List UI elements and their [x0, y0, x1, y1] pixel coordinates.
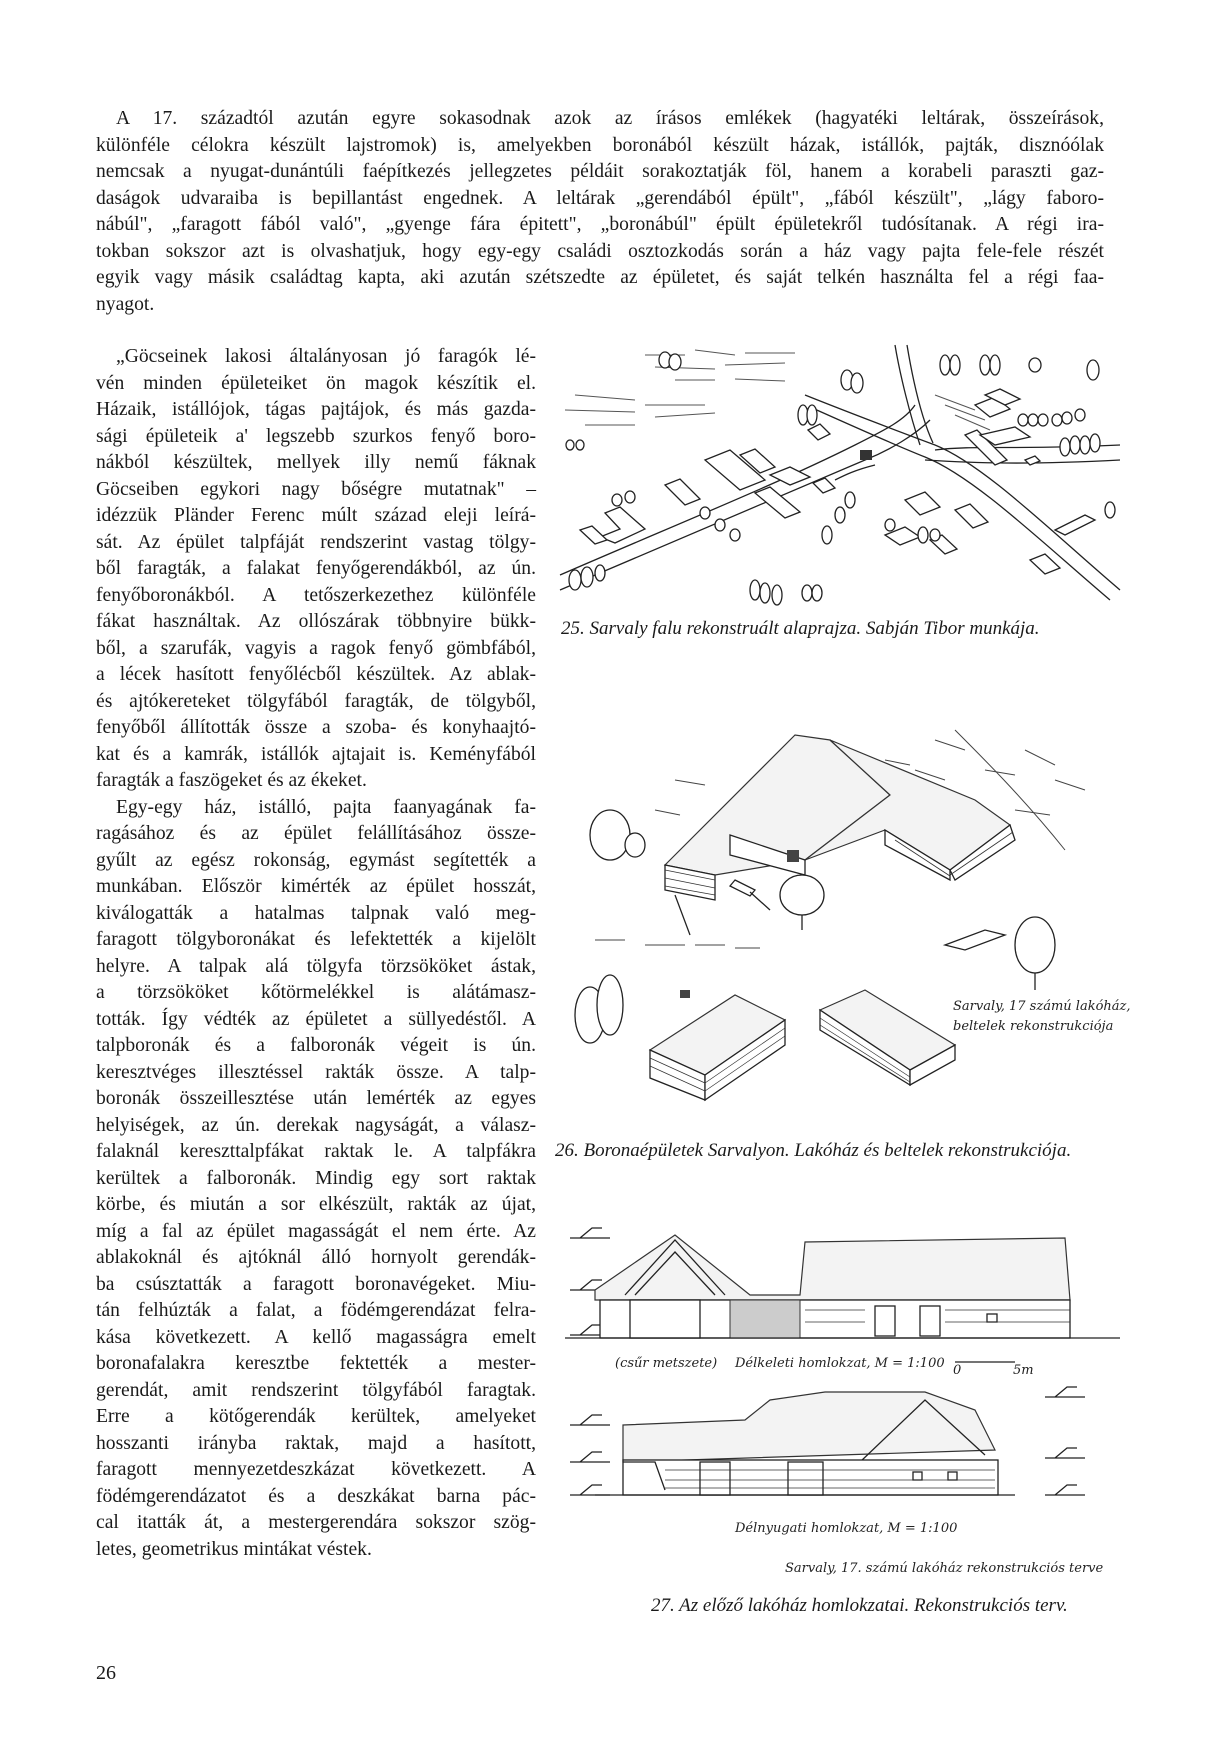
figure-26-farmstead	[555, 700, 1130, 1170]
text-line: tották. Így védték az épületet a süllyedéstől. A	[96, 1008, 536, 1030]
figure-27-signature: Sarvaly, 17. számú lakóház rekonstrukciós terve	[785, 1561, 1104, 1576]
figure-26-caption: 26. Boronaépületek Sarvalyon. Lakóház és beltelek rekonstrukciója.	[555, 1140, 1072, 1161]
text-line: gyűlt az egész rokonság, egymást segítették a	[96, 849, 536, 871]
text-line: cal itatták át, a mestergerendára sokszor szög-	[96, 1512, 536, 1533]
text-line: sági épületeik a' legszebb szurkos fenyő boro-	[96, 425, 536, 447]
text-line: Göcseiben egykori nagy bőségre mutatnak" –	[96, 478, 536, 500]
text-line: tokban sokszor azt is olvashatjuk, hogy egy-egy családi osztozkodás során a ház vagy pajta fele-fele részét	[96, 240, 1104, 262]
text-line: kerültek a falboronák. Mindig egy sort raktak	[96, 1167, 536, 1189]
text-line: A 17. századtól azután egyre sokasodnak azok az írásos emlékek (hagyatéki leltárak, összeírások,	[116, 108, 1104, 129]
text-line: letes, geometrikus mintákat véstek.	[96, 1538, 372, 1560]
figure-27-top-title: Délkeleti homlokzat, M = 1:100	[735, 1356, 945, 1371]
text-line: „Göcseinek lakosi általányosan jó faragók lé-	[116, 346, 536, 367]
text-line: helyiségek, az ún. derekak nagyságát, a válasz-	[96, 1114, 536, 1136]
text-line: tán felhúzták a falat, a födémgerendázat felra-	[96, 1300, 536, 1321]
text-line: falaknál kereszttalpfákat raktak le. A talpfákra	[96, 1141, 536, 1162]
text-line: ragásához és az épület felállításához össze-	[96, 823, 536, 844]
text-line: nábúl", „faragott fából való", „gyenge fára épitett", „boronábúl" épült épületekről tudósítanak. A régi ira-	[96, 214, 1104, 235]
village-map-sketch	[555, 335, 1125, 610]
text-line: és ajtókereteket tölgyfából faragták, de tölgyből,	[96, 690, 536, 712]
text-line: különféle célokra készült lajstromok) is, amelyekben boronából készült házak, istállók, pajták, disznóólak	[96, 134, 1104, 156]
text-line: a lécek hasított fenyőlécből készültek. Az ablak-	[96, 664, 536, 685]
text-line: ből faragták, a falakat fenyőgerendákból, az ún.	[96, 558, 536, 579]
text-line: míg a fal az épület magasságát el nem érte. Az	[96, 1220, 536, 1242]
text-line: fenyőboronákból. A tetőszerkezethez különféle	[96, 584, 536, 606]
figure-26-handwritten-label-line2: beltelek rekonstrukciója	[953, 1019, 1114, 1034]
figure-27-section-note: (csűr metszete)	[615, 1356, 718, 1371]
figure-25-caption: 25. Sarvaly falu rekonstruált alaprajza. Sabján Tibor munkája.	[561, 618, 1040, 639]
figure-25-village-map	[555, 335, 1125, 639]
text-line: faragott tölgyboronákat és lefektették a kijelölt	[96, 929, 536, 950]
scale-bar-end: 5m	[1013, 1363, 1034, 1378]
text-line: daságok udvaraiba is bepillantást engednek. A leltárak „gerendából épült", „fából készült", „lágy faboro-	[96, 187, 1104, 209]
text-line: gerendát, amit rendszerint tölgyfából faragtak.	[96, 1379, 536, 1401]
text-line: munkában. Először kimérték az épület hosszát,	[96, 876, 536, 897]
text-line: kása következett. A kellő magasságra emelt	[96, 1326, 536, 1348]
figure-26-handwritten-label-line1: Sarvaly, 17 számú lakóház,	[953, 999, 1130, 1014]
text-line: nemcsak a nyugat-dunántúli faépítkezés jellegzetes példáit sorakoztatják föl, hanem a korabeli paraszti gaz-	[96, 161, 1104, 182]
text-line: egyik vagy másik családtag kapta, aki azután szétszedte az épületet, és saját telkén használta fel a régi faa-	[96, 267, 1104, 288]
text-line: keresztvéges illesztéssel rakták össze. A talp-	[96, 1061, 536, 1083]
text-line: ből, a szarufák, vagyis a ragok fenyő gömbfából,	[96, 637, 536, 659]
page-number: 26	[96, 1662, 116, 1684]
text-line: faragták a faszögeket és az ékeket.	[96, 770, 367, 791]
text-line: kat és a kamrák, istállók ajtajait is. Keményfából	[96, 743, 536, 765]
text-line: nyagot.	[96, 293, 155, 315]
text-line: fenyőből állították össze a szoba- és konyhaajtó-	[96, 717, 536, 738]
figure-27-bottom-title: Délnyugati homlokzat, M = 1:100	[735, 1521, 958, 1536]
text-line: sát. Az épület talpfáját rendszerint vastag tölgy-	[96, 531, 536, 553]
figure-27-elevations	[555, 1200, 1130, 1630]
text-line: ablakoknál és ajtóknál álló hornyolt gerendák-	[96, 1247, 536, 1268]
text-line: födémgerendázatot és a deszkákat barna pác-	[96, 1485, 536, 1507]
text-line: idézzük Pländer Ferenc múlt század eleji leírá-	[96, 505, 536, 526]
scale-bar-start: 0	[953, 1363, 962, 1378]
text-line: Erre a kötőgerendák kerültek, amelyeket	[96, 1406, 536, 1427]
text-line: fákat használtak. Az ollószárak többnyire bükk-	[96, 611, 536, 632]
text-line: ba csúsztatták a faragott boronavégeket. Miu-	[96, 1273, 536, 1295]
intro-paragraph	[96, 106, 1104, 318]
text-line: kiválogatták a hatalmas talpnak való meg-	[96, 902, 536, 924]
text-line: hosszanti irányba raktak, majd a hasított,	[96, 1432, 536, 1454]
text-line: a törzsököket kőtörmelékkel is alátámasz-	[96, 982, 536, 1003]
figure-27-caption: 27. Az előző lakóház homlokzatai. Rekonstrukciós terv.	[651, 1595, 1068, 1616]
text-line: boronafalakra keresztbe fektették a mester-	[96, 1353, 536, 1374]
house-elevation-drawings	[555, 1200, 1130, 1580]
text-line: helyre. A talpak alá tölgyfa törzsököket ástak,	[96, 955, 536, 977]
text-line: körbe, és miután a sor elkészült, rakták az újat,	[96, 1194, 536, 1215]
farmstead-isometric-sketch	[555, 700, 1130, 1120]
text-line: talpboronák és a falboronák végeit is ún.	[96, 1035, 536, 1056]
main-column-text	[96, 344, 536, 1563]
text-line: boronák összeillesztése után lemérték az egyes	[96, 1088, 536, 1109]
text-line: vén minden épületeiket ön magok készítik el.	[96, 372, 536, 394]
text-line: Egy-egy ház, istálló, pajta faanyagának fa-	[116, 796, 536, 818]
text-line: nákból készültek, mellyek illy nemű fáknak	[96, 452, 536, 473]
text-line: Házaik, istállójok, tágas pajtájok, és más gazda-	[96, 399, 536, 420]
text-line: faragott mennyezetdeszkázat következett. A	[96, 1459, 536, 1480]
